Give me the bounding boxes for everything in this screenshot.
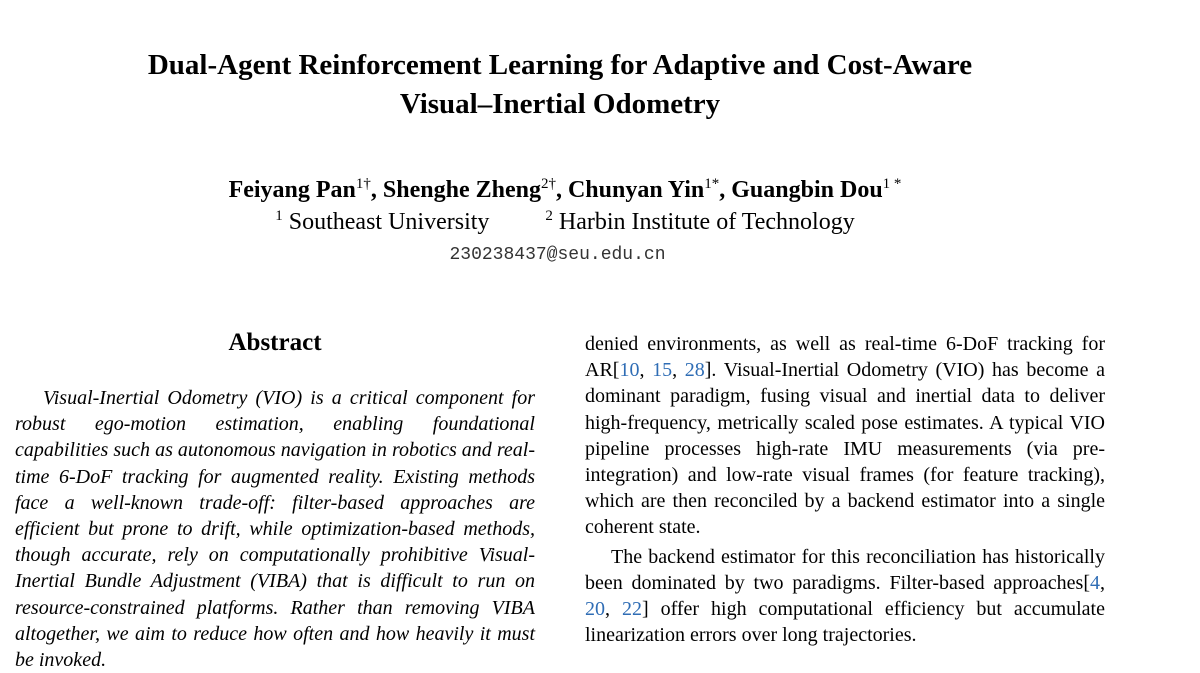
author-mark: 1*	[704, 176, 720, 192]
citation-link[interactable]: 20	[585, 598, 605, 621]
intro-paragraph-2: The backend estimator for this reconciliation has historically been dominated by two paradigms. Filter-based approaches[4, 20, 22] offer high computational efficiency but accumulate linearization errors over long trajectories.	[585, 545, 1105, 647]
intro-column	[585, 331, 1105, 648]
author-mark: 2†	[540, 176, 556, 192]
paper-title-line-2: Visual–Inertial Odometry	[399, 88, 721, 120]
affiliation-mark: 1	[275, 208, 283, 224]
author-name: Chunyan Yin	[567, 177, 705, 203]
citation-link[interactable]: 4	[1090, 571, 1100, 594]
author-mark: 1 *	[882, 176, 902, 192]
author-name: Feiyang Pan	[228, 177, 356, 203]
intro-paragraph-1: denied environments, as well as real-time 6-DoF tracking for AR[10, 15, 28]. Visual-Inertial Odometry (VIO) has become a dominant paradigm, fusing visual and inertial data to deliver high-frequency, metrically scaled pose estimates. A typical VIO pipeline processes high-rate IMU measurements (via pre-integration) and low-rate visual frames (for feature tracking), which are then reconciled by a backend estimator into a single coherent state.	[585, 333, 1106, 539]
citation-link[interactable]: 22	[621, 598, 642, 621]
paper-title-line-1: Dual-Agent Reinforcement Learning for Adaptive and Cost-Aware	[147, 49, 973, 81]
citation-link[interactable]: 15	[652, 359, 673, 382]
author-mark: 1†	[355, 176, 371, 192]
author-name: Shenghe Zheng	[382, 177, 541, 203]
affiliation-name: Harbin Institute of Technology	[558, 209, 855, 235]
affiliation-mark: 2	[545, 208, 553, 224]
affiliation-list	[0, 206, 1130, 238]
citation-link[interactable]: 10	[619, 359, 640, 382]
abstract-text: Visual-Inertial Odometry (VIO) is a critical component for robust ego-motion estimation, enabling foundational capabilities such as autonomous navigation in robotics and real-time 6-DoF tracking for augmented reality. Existing methods face a well-known trade-off: filter-based approaches are efficient but prone to drift, while optimization-based methods, though accurate, rely on computationally prohibitive Visual-Inertial Bundle Adjustment (VIBA) that is difficult to run on resource-constrained platforms. Rather than removing VIBA altogether, we aim to reduce how often and how heavily it must be invoked.	[15, 387, 535, 672]
author-list: Feiyang Pan$^{1\dagger}$, Shenghe Zheng$^{2\dagger}$, Chunyan Yin$^{1*}$, Guangbin Dou$^{1 *}$	[228, 176, 902, 203]
contact-email[interactable]: 230238437@seu.edu.cn	[449, 245, 666, 265]
author-name: Guangbin Dou	[731, 177, 883, 203]
affiliation-name: Southeast University	[288, 209, 490, 235]
abstract-heading: Abstract	[228, 329, 322, 356]
paper-title	[0, 46, 1120, 124]
citation-link[interactable]: 28	[684, 359, 705, 382]
